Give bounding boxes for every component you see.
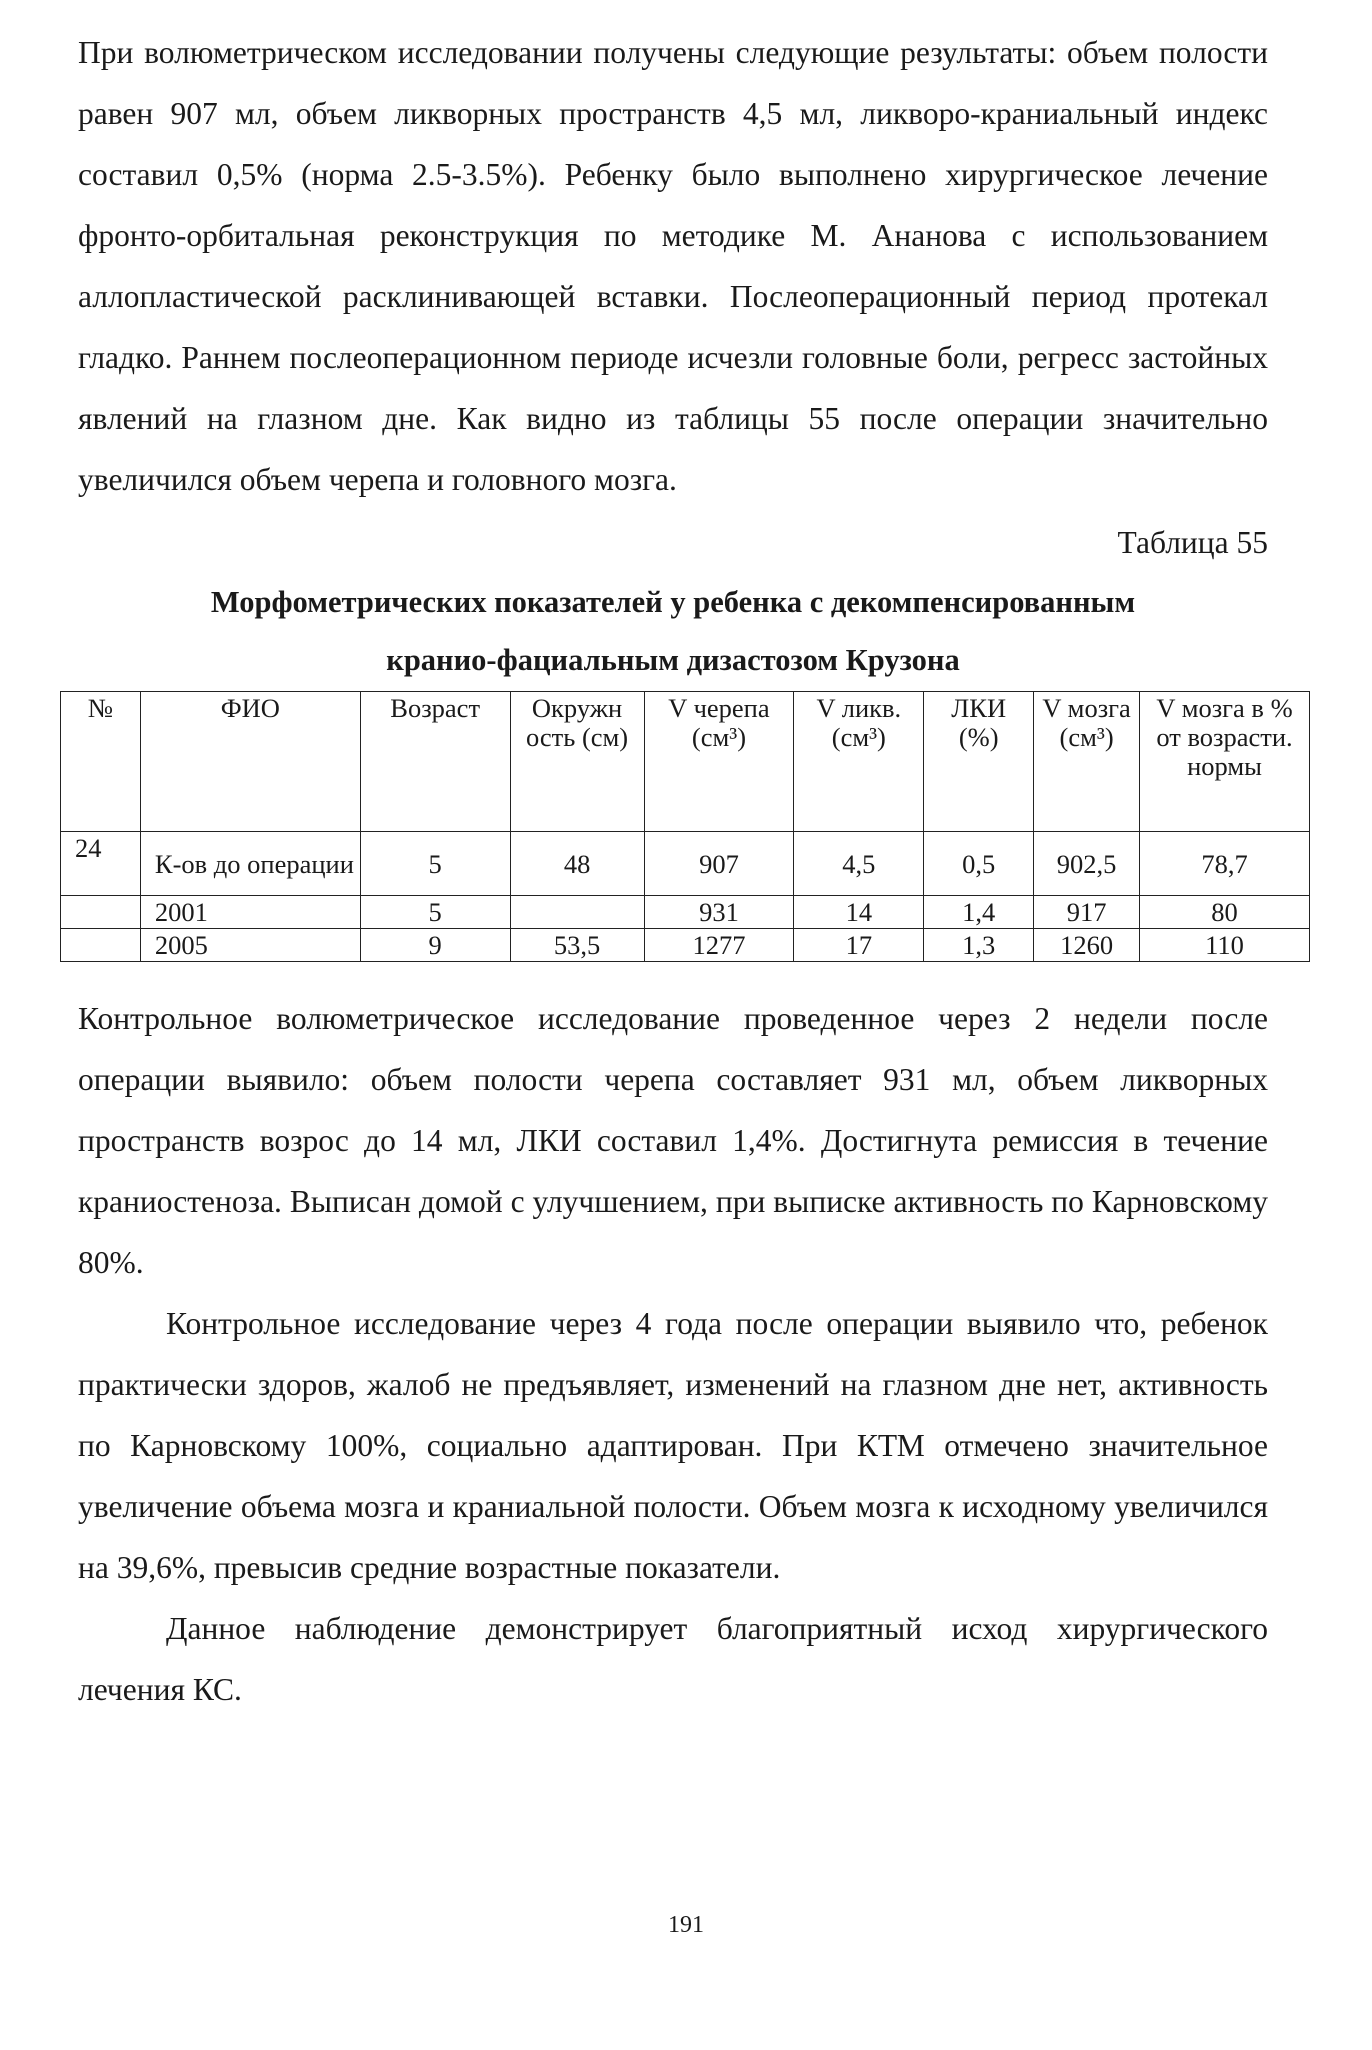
table-label: Таблица 55 bbox=[1117, 525, 1268, 560]
table-row bbox=[61, 929, 1310, 962]
table-row bbox=[61, 832, 1310, 896]
cell-fio: 2001 bbox=[140, 896, 360, 929]
cell-brain-volume: 1260 bbox=[1034, 929, 1140, 962]
cell-circumference bbox=[510, 896, 644, 929]
header-number: № bbox=[61, 692, 141, 832]
cell-liquor-volume: 14 bbox=[794, 896, 924, 929]
header-fio: ФИО bbox=[140, 692, 360, 832]
table-title-line-1: Морфометрических показателей у ребенка с декомпенсированным bbox=[210, 585, 1136, 619]
cell-lki: 1,3 bbox=[924, 929, 1034, 962]
cell-skull-volume: 1277 bbox=[644, 929, 794, 962]
header-liquor-volume: V ликв. (см³) bbox=[794, 692, 924, 832]
cell-circumference: 48 bbox=[510, 832, 644, 896]
cell-lki: 0,5 bbox=[924, 832, 1034, 896]
header-age: Возраст bbox=[360, 692, 510, 832]
header-skull-volume: V черепа (см³) bbox=[644, 692, 794, 832]
header-brain-volume: V мозга (см³) bbox=[1034, 692, 1140, 832]
cell-fio: 2005 bbox=[140, 929, 360, 962]
cell-number bbox=[61, 929, 141, 962]
paragraph-control-study-4-years: Контрольное исследование через 4 года после операции выявило что, ребенок практически здоров, жалоб не предъявляет, изменений на глазном дне нет, активность по Карновскому 100%, социально адаптирован. При КТМ отмечено значительное увеличение объема мозга и краниальной полости. Объем мозга к исходному увеличился на 39,6%, превысив средние возрастные показатели. bbox=[78, 1306, 1268, 1585]
morphometric-table bbox=[60, 691, 1310, 962]
cell-number: 24 bbox=[61, 832, 141, 896]
cell-liquor-volume: 17 bbox=[794, 929, 924, 962]
cell-age: 9 bbox=[360, 929, 510, 962]
cell-lki: 1,4 bbox=[924, 896, 1034, 929]
cell-age: 5 bbox=[360, 896, 510, 929]
table-row bbox=[61, 896, 1310, 929]
cell-brain-volume-percent: 78,7 bbox=[1140, 832, 1310, 896]
cell-brain-volume-percent: 80 bbox=[1140, 896, 1310, 929]
paragraph-conclusion: Данное наблюдение демонстрирует благоприятный исход хирургического лечения КС. bbox=[78, 1611, 1268, 1707]
document-page bbox=[75, 22, 1293, 1720]
table-title-line-2: кранио-фациальным дизастозом Крузона bbox=[386, 643, 960, 677]
cell-skull-volume: 931 bbox=[644, 896, 794, 929]
cell-brain-volume-percent: 110 bbox=[1140, 929, 1310, 962]
cell-skull-volume: 907 bbox=[644, 832, 794, 896]
cell-circumference: 53,5 bbox=[510, 929, 644, 962]
header-lki: ЛКИ (%) bbox=[924, 692, 1034, 832]
cell-number bbox=[61, 896, 141, 929]
cell-age: 5 bbox=[360, 832, 510, 896]
paragraph-volumetric-results: При волюметрическом исследовании получены следующие результаты: объем полости равен 907 мл, объем ликворных пространств 4,5 мл, ликворо-краниальный индекс составил 0,5% (норма 2.5-3.5%). Ребенку было выполнено хирургическое лечение фронто-орбитальная реконструкция по методике М. Ананова с использованием аллопластической расклинивающей вставки. Послеоперационный период протекал гладко. Раннем послеоперационном периоде исчезли головные боли, регресс застойных явлений на глазном дне. Как видно из таблицы 55 после операции значительно увеличился объем черепа и головного мозга. bbox=[78, 35, 1268, 497]
cell-brain-volume: 902,5 bbox=[1034, 832, 1140, 896]
header-brain-volume-percent: V мозга в % от возрасти. нормы bbox=[1140, 692, 1310, 832]
page-number: 191 bbox=[668, 1912, 704, 1938]
table-header-row bbox=[61, 692, 1310, 832]
paragraph-control-study-2-weeks: Контрольное волюметрическое исследование проведенное через 2 недели после операции выявило: объем полости черепа составляет 931 мл, объем ликворных пространств возрос до 14 мл, ЛКИ составил 1,4%. Достигнута ремиссия в течение краниостеноза. Выписан домой с улучшением, при выписке активность по Карновскому 80%. bbox=[78, 1001, 1268, 1280]
cell-fio: К-ов до операции bbox=[140, 832, 360, 896]
header-circumference: Окружн ость (см) bbox=[510, 692, 644, 832]
cell-liquor-volume: 4,5 bbox=[794, 832, 924, 896]
cell-brain-volume: 917 bbox=[1034, 896, 1140, 929]
